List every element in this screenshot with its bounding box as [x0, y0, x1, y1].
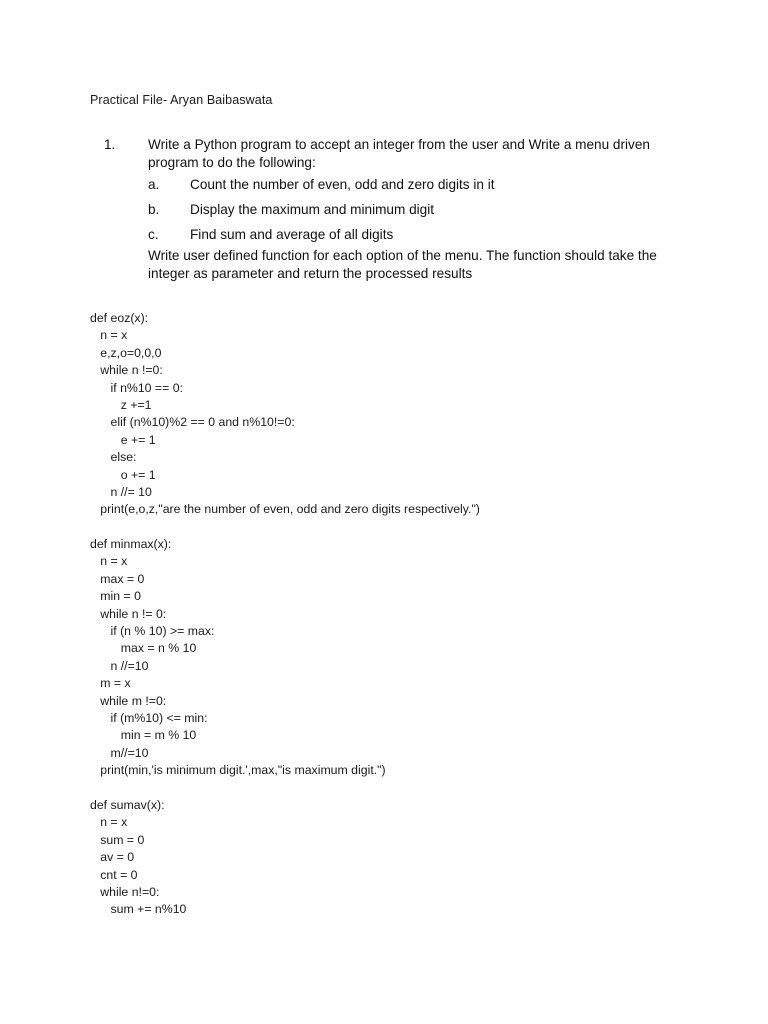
- code-line: max = n % 10: [90, 641, 197, 656]
- code-line: m = x: [90, 676, 131, 691]
- code-line: sum = 0: [90, 832, 145, 847]
- code-line: min = 0: [90, 589, 141, 604]
- code-line: def minmax(x):: [90, 537, 172, 552]
- code-line: cnt = 0: [90, 867, 138, 882]
- code-line: else:: [90, 450, 137, 465]
- question-items: [148, 172, 688, 247]
- code-line: sum += n%10: [90, 902, 187, 917]
- blank-line: [90, 780, 480, 797]
- question-item-text: Count the number of even, odd and zero digits in it: [190, 177, 495, 192]
- code-line: n = x: [90, 328, 128, 343]
- question-body: [148, 136, 688, 283]
- code-line: o += 1: [90, 467, 156, 482]
- question-item-text: Find sum and average of all digits: [190, 227, 394, 242]
- code-line: while n !=0:: [90, 363, 163, 378]
- code-line: e += 1: [90, 432, 156, 447]
- code-line: z +=1: [90, 397, 152, 412]
- code-line: av = 0: [90, 850, 135, 865]
- question-item-label: c.: [148, 227, 159, 242]
- code-line: while m !=0:: [90, 693, 167, 708]
- code-listing: [90, 310, 480, 919]
- code-line: n //= 10: [90, 484, 152, 499]
- code-line: if (m%10) <= min:: [90, 710, 208, 725]
- question-number: 1.: [104, 137, 116, 152]
- code-line: if (n % 10) >= max:: [90, 624, 215, 639]
- question-item-label: b.: [148, 202, 160, 217]
- blank-line: [90, 519, 480, 536]
- question-item: [148, 222, 688, 247]
- code-line: def sumav(x):: [90, 797, 165, 812]
- code-line: def eoz(x):: [90, 311, 149, 325]
- code-line: n = x: [90, 815, 128, 830]
- question-item-text: Display the maximum and minimum digit: [190, 202, 435, 217]
- question-intro: Write a Python program to accept an integer from the user and Write a menu driven program to do the following:: [148, 137, 650, 170]
- code-line: if n%10 == 0:: [90, 380, 183, 395]
- question-outro: Write user defined function for each option of the menu. The function should take the integer as parameter and return the processed results: [148, 248, 657, 281]
- document-header: Practical File- Aryan Baibaswata: [90, 93, 273, 107]
- code-line: m//=10: [90, 745, 149, 760]
- code-line: elif (n%10)%2 == 0 and n%10!=0:: [90, 415, 295, 430]
- question-item: [148, 172, 688, 197]
- code-line: min = m % 10: [90, 728, 197, 743]
- code-line: max = 0: [90, 571, 145, 586]
- code-line: while n != 0:: [90, 606, 167, 621]
- question-item: [148, 197, 688, 222]
- code-line: while n!=0:: [90, 884, 160, 899]
- code-line: n //=10: [90, 658, 149, 673]
- question-item-label: a.: [148, 177, 160, 192]
- code-line: e,z,o=0,0,0: [90, 345, 162, 360]
- code-line: n = x: [90, 554, 128, 569]
- code-line: print(e,o,z,"are the number of even, odd and zero digits respectively."): [90, 502, 480, 517]
- code-line: print(min,'is minimum digit.',max,"is maximum digit."): [90, 763, 386, 778]
